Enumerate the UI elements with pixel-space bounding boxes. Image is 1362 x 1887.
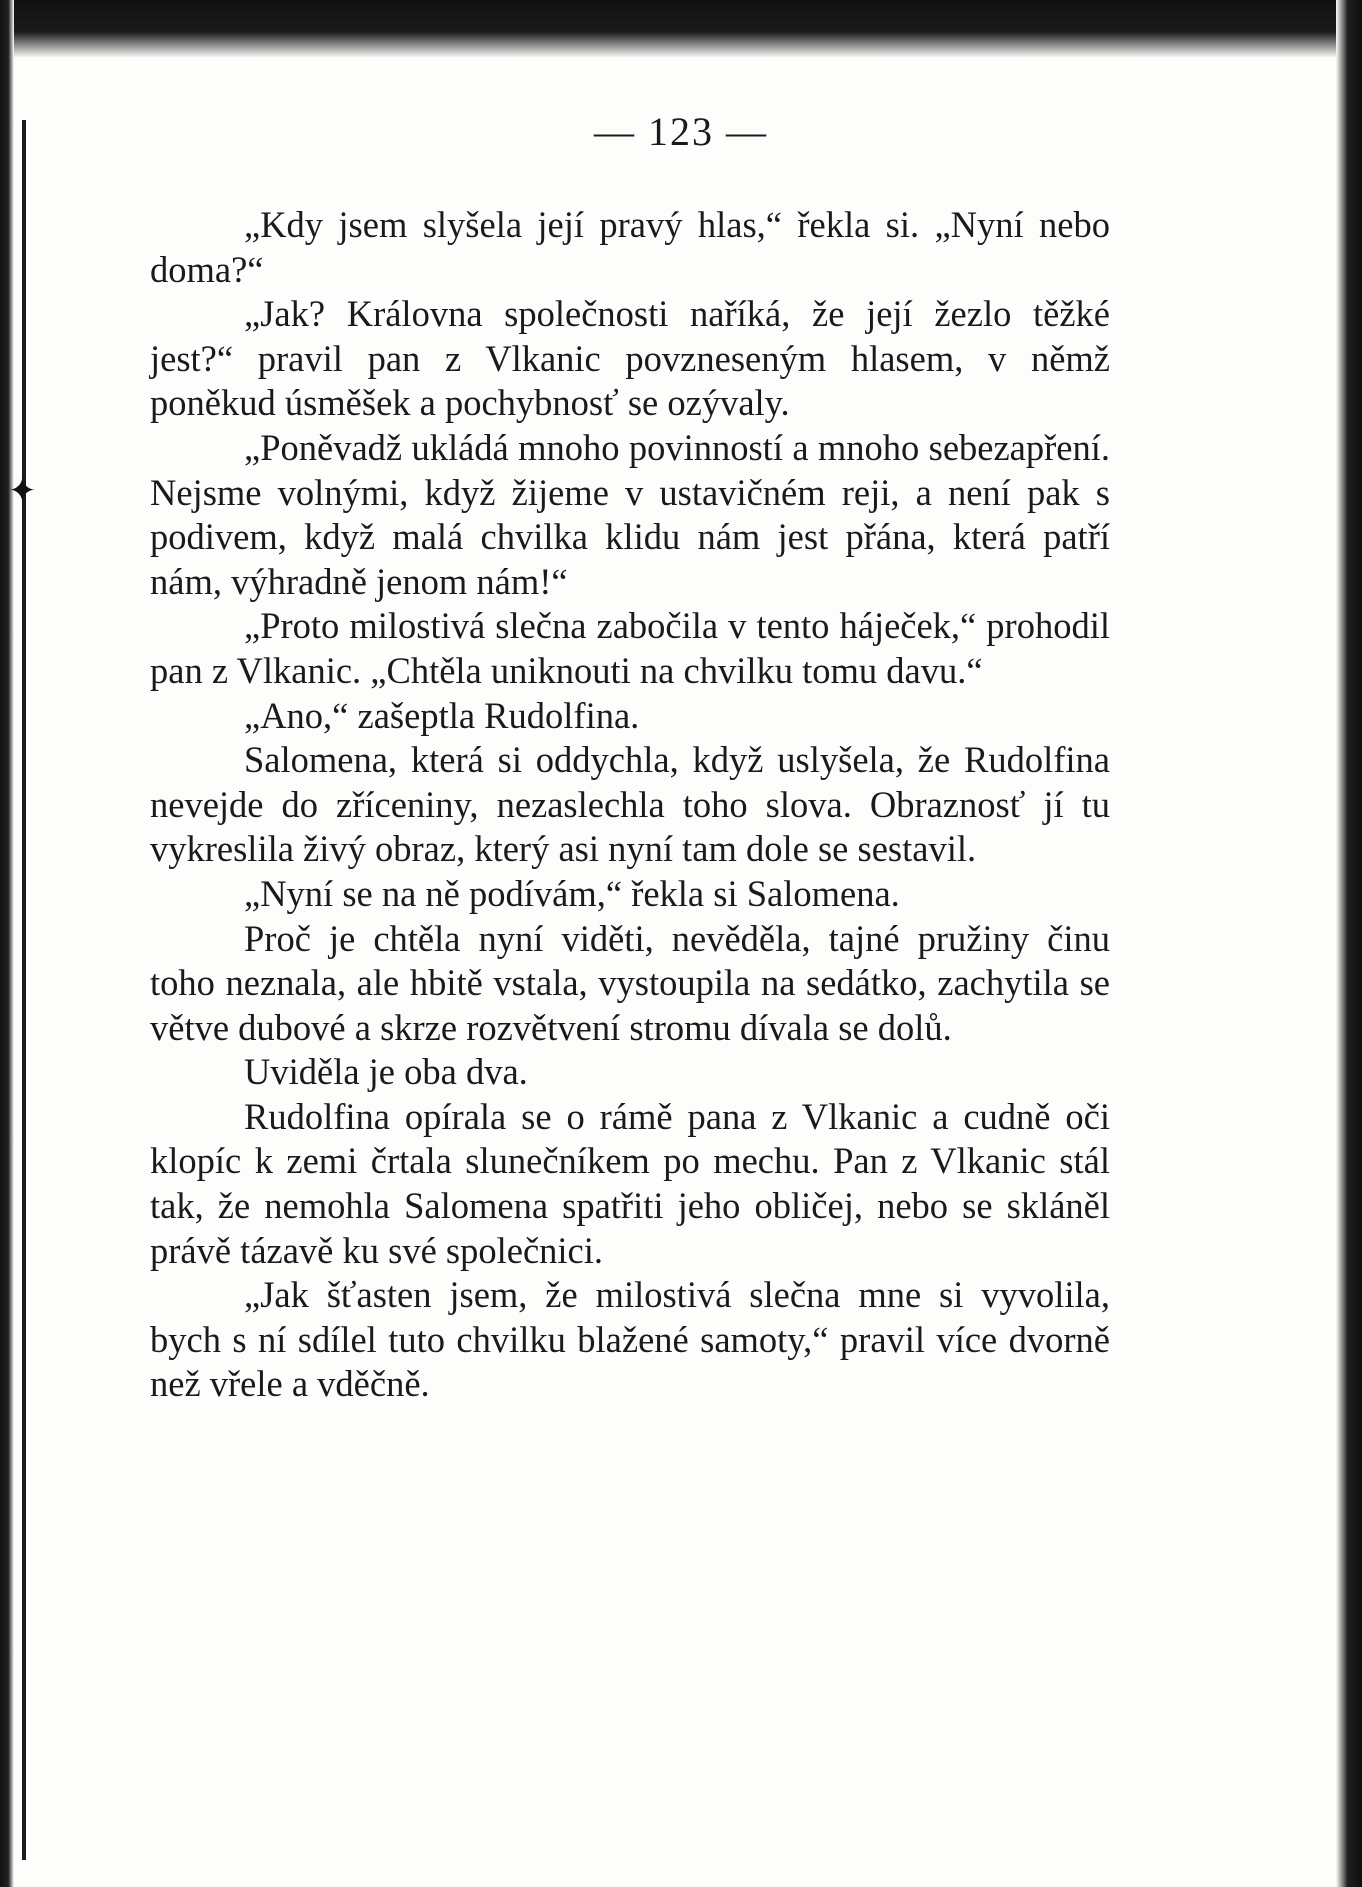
paragraph: Salomena, která si oddychla, když uslyšela, že Rudolfina nevejde do zříceniny, nezaslechla toho slova. Obraznosť jí tu vykreslila živý obraz, který asi nyní tam dole se sestavil.: [150, 739, 1110, 870]
page-number: — 123 —: [594, 109, 768, 154]
paragraph: „Nyní se na ně podívám,“ řekla si Salomena.: [244, 872, 900, 914]
paragraph: Proč je chtěla nyní viděti, nevěděla, tajné pružiny činu toho neznala, ale hbitě vstala, vystoupila na sedátko, zachytila se větve dubové a skrze rozvětvení stromu dívala se dolů.: [150, 917, 1110, 1048]
paragraph: Uviděla je oba dva.: [244, 1051, 528, 1093]
paragraph: „Poněvadž ukládá mnoho povinností a mnoho sebezapření. Nejsme volnými, když žijeme v ustavičném reji, a není pak s podivem, když malá chvilka klidu nám jest přána, která patří nám, výhradně jenom nám!“: [150, 426, 1110, 602]
binding-star-icon: ✦: [8, 473, 37, 510]
scan-top-edge: [0, 0, 1362, 58]
paragraph: „Proto milostivá slečna zabočila v tento háječek,“ prohodil pan z Vlkanic. „Chtěla uniknouti na chvilku tomu davu.“: [150, 605, 1110, 691]
paragraph: Rudolfina opírala se o rámě pana z Vlkanic a cudně oči klopíc k zemi črtala slunečníkem po mechu. Pan z Vlkanic stál tak, že nemohla Salomena spatřiti jeho obličej, nebo se skláněl právě tázavě ku své společnici.: [150, 1095, 1110, 1271]
body-text: [150, 203, 1110, 1407]
paragraph: „Ano,“ zašeptla Rudolfina.: [244, 694, 640, 736]
paragraph: „Kdy jsem slyšela její pravý hlas,“ řekla si. „Nyní nebo doma?“: [150, 204, 1110, 290]
binding-line: [22, 120, 26, 1860]
paragraph: „Jak? Královna společnosti naříká, že její žezlo těžké jest?“ pravil pan z Vlkanic povzneseným hlasem, v němž poněkud úsměšek a pochybnosť se ozývaly.: [150, 293, 1110, 424]
scan-right-edge: [1336, 0, 1362, 1887]
paragraph: „Jak šťasten jsem, že milostivá slečna mne si vyvolila, bych s ní sdílel tuto chvilku blažené samoty,“ pravil více dvorně než vřele a vděčně.: [150, 1274, 1110, 1405]
scan-left-edge: [0, 0, 14, 1887]
